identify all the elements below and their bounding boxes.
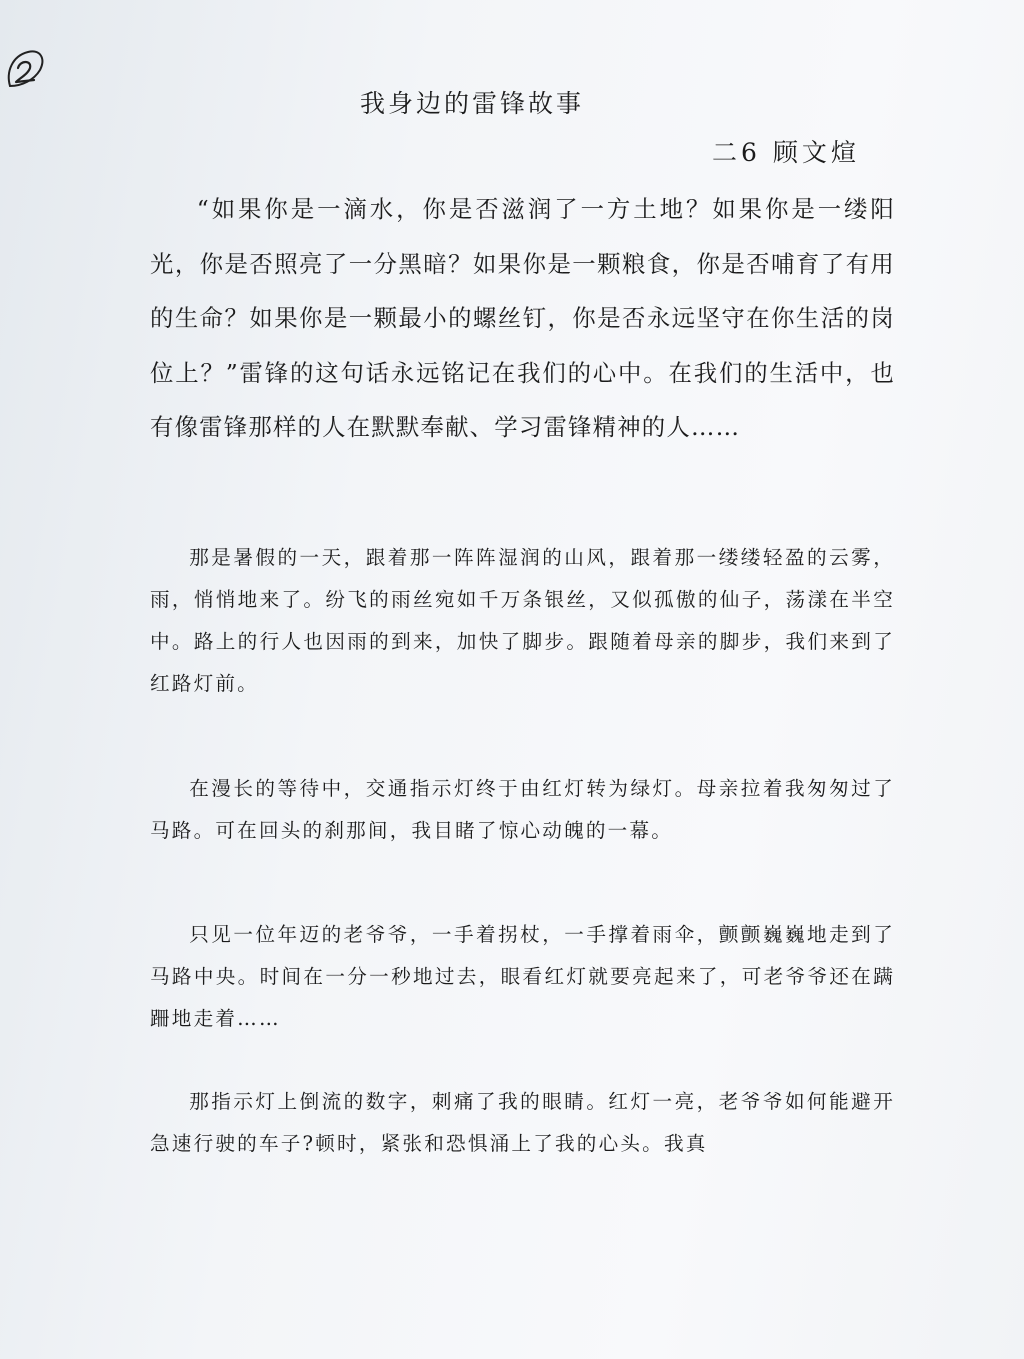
paragraph-2: 那是暑假的一天，跟着那一阵阵湿润的山风，跟着那一缕缕轻盈的云雾，雨，悄悄地来了。纷飞的雨丝宛如千万条银丝，又似孤傲的仙子，荡漾在半空中。路上的行人也因雨的到来，加快了脚步。跟随着母亲的脚步，我们来到了红路灯前。 bbox=[150, 546, 895, 695]
paragraph-3: 在漫长的等待中，交通指示灯终于由红灯转为绿灯。母亲拉着我匆匆过了马路。可在回头的刹那间，我目睹了惊心动魄的一幕。 bbox=[150, 777, 895, 842]
paragraph-4: 只见一位年迈的老爷爷，一手着拐杖，一手撑着雨伞，颤颤巍巍地走到了马路中央。时间在一分一秒地过去，眼看红灯就要亮起来了，可老爷爷还在蹒跚地走着…… bbox=[150, 923, 895, 1030]
circled-two-icon bbox=[4, 46, 48, 90]
paragraph-1: “如果你是一滴水，你是否滋润了一方土地？如果你是一缕阳光，你是否照亮了一分黑暗？如果你是一颗粮食，你是否哺育了有用的生命？如果你是一颗最小的螺丝钉，你是否永远坚守在你生活的岗位上？”雷锋的这句话永远铭记在我们的心中。在我们的生活中，也有像雷锋那样的人在默默奉献、学习雷锋精神的人…… bbox=[150, 195, 895, 441]
essay-author: 二6 顾文煊 bbox=[712, 138, 860, 167]
essay-title: 我身边的雷锋故事 bbox=[360, 89, 585, 118]
paragraph-5: 那指示灯上倒流的数字，刺痛了我的眼睛。红灯一亮，老爷爷如何能避开急速行驶的车子?顿时，紧张和恐惧涌上了我的心头。我真 bbox=[150, 1090, 895, 1155]
handwritten-page-number bbox=[4, 46, 48, 90]
